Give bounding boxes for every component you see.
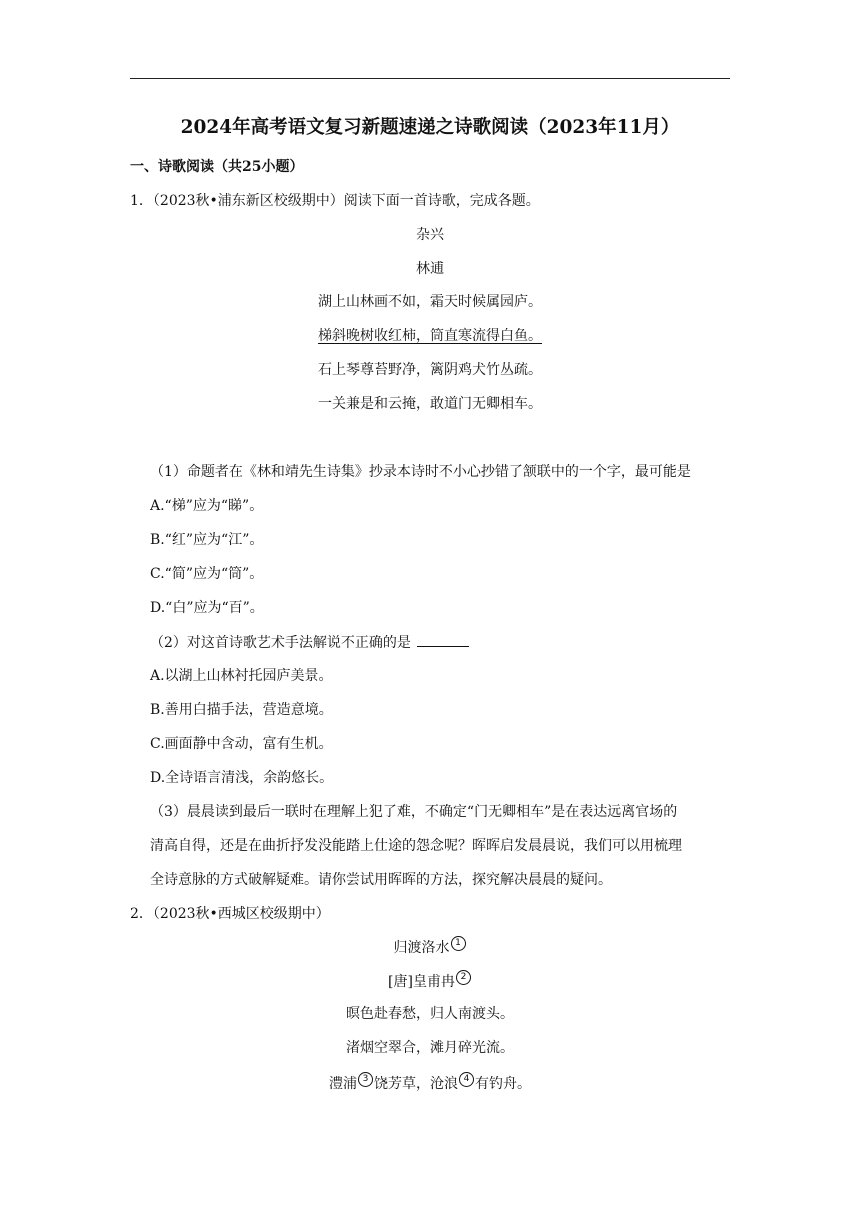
poem-2-line bbox=[0, 1072, 860, 1094]
footnote-marker: 2 bbox=[456, 970, 471, 985]
poem-2-line-part: 有钓舟。 bbox=[475, 1076, 531, 1092]
option-c: C.画面静中含动，富有生机。 bbox=[150, 736, 333, 752]
section-heading: 一、诗歌阅读（共25小题） bbox=[130, 159, 304, 175]
poem-2-author-text: [唐]皇甫冉 bbox=[388, 974, 455, 990]
option-b: B.“红”应为“江”。 bbox=[150, 532, 264, 548]
footnote-marker: 4 bbox=[459, 1072, 474, 1087]
poem-1-title: 杂兴 bbox=[416, 227, 444, 243]
page-title: 2024年高考语文复习新题速递之诗歌阅读（2023年11月） bbox=[180, 117, 680, 138]
option-a: A.以湖上山林衬托园庐美景。 bbox=[150, 668, 333, 684]
poem-2-line-part: 澧浦 bbox=[329, 1076, 357, 1092]
poem-1-author: 林逋 bbox=[416, 261, 444, 277]
sub-question-2-text: （2）对这首诗歌艺术手法解说不正确的是 bbox=[150, 635, 411, 651]
question-1-header: 1．（2023秋•浦东新区校级期中）阅读下面一首诗歌，完成各题。 bbox=[130, 193, 540, 209]
poem-2-title-text: 归渡洛水 bbox=[393, 940, 450, 956]
poem-2-author bbox=[0, 970, 860, 992]
sub-question-1-stem: （1）命题者在《林和靖先生诗集》抄录本诗时不小心抄错了颔联中的一个字，最可能是 bbox=[150, 464, 691, 480]
option-d: D.“白”应为“百”。 bbox=[150, 600, 264, 616]
poem-1-line: 石上琴尊苔野净，篱阴鸡犬竹丛疏。 bbox=[318, 362, 542, 378]
sub-question-3-line: 全诗意脉的方式破解疑难。请你尝试用晖晖的方法，探究解决晨晨的疑问。 bbox=[150, 872, 612, 888]
option-d: D.全诗语言清浅，余韵悠长。 bbox=[150, 770, 334, 786]
sub-question-3-line: （3）晨晨读到最后一联时在理解上犯了难，不确定“门无卿相车”是在表达远离官场的 bbox=[150, 804, 678, 820]
poem-2-line: 暝色赴春愁，归人南渡头。 bbox=[346, 1006, 514, 1022]
question-2-header: 2．（2023秋•西城区校级期中） bbox=[130, 906, 330, 922]
poem-2-line: 渚烟空翠合，滩月碎光流。 bbox=[346, 1040, 514, 1056]
sub-question-3-line: 清高自得，还是在曲折抒发没能踏上仕途的怨念呢？晖晖启发晨晨说，我们可以用梳理 bbox=[150, 838, 682, 854]
answer-blank bbox=[417, 632, 469, 647]
footnote-marker: 3 bbox=[358, 1072, 373, 1087]
poem-1-line: 湖上山林画不如，霜天时候属园庐。 bbox=[318, 294, 542, 310]
underlined-couplet: 梯斜晚树收红柿，筒直寒流得白鱼。 bbox=[318, 328, 542, 344]
header-rule bbox=[130, 78, 730, 79]
option-b: B.善用白描手法，营造意境。 bbox=[150, 702, 333, 718]
sub-question-2-stem bbox=[150, 632, 469, 653]
poem-2-line-part: 饶芳草，沧浪 bbox=[374, 1076, 458, 1092]
poem-2-title bbox=[0, 936, 860, 958]
option-c: C.“简”应为“筒”。 bbox=[150, 566, 264, 582]
option-a: A.“梯”应为“睇”。 bbox=[150, 498, 264, 514]
poem-1-line-underlined bbox=[0, 326, 860, 346]
poem-1-line: 一关兼是和云掩，敢道门无卿相车。 bbox=[318, 396, 542, 412]
footnote-marker: 1 bbox=[451, 936, 466, 951]
